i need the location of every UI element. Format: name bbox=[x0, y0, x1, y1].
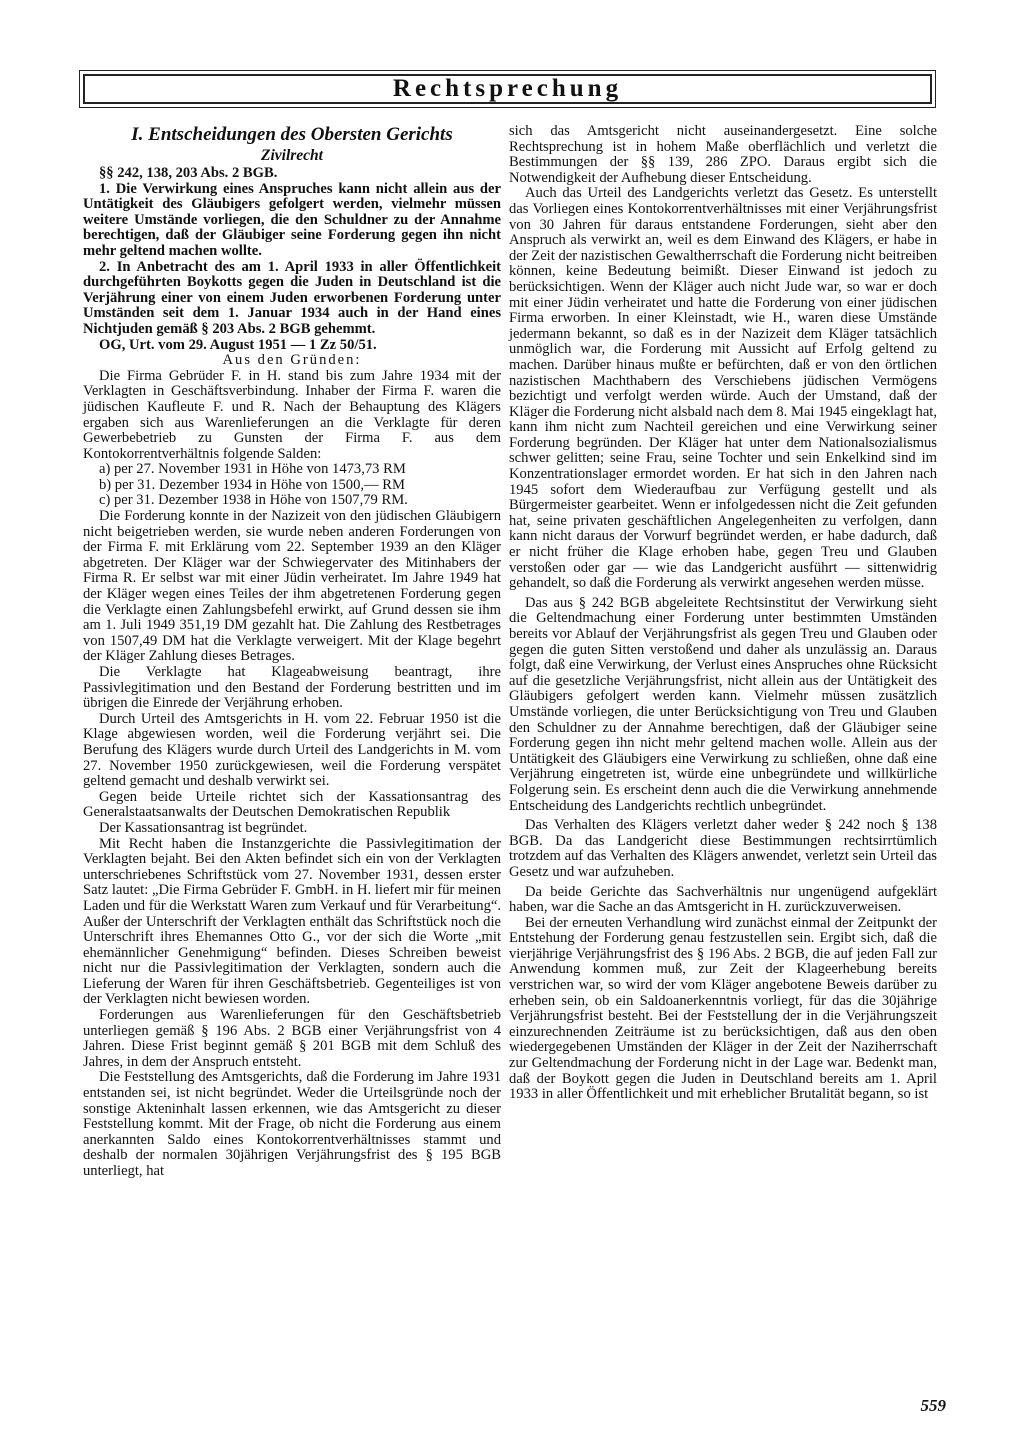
list-item: b) per 31. Dezember 1934 in Höhe von 1500,— RM bbox=[99, 476, 406, 493]
paragraph: Das aus § 242 BGB abgeleitete Rechtsinstitut der Verwirkung sieht die Geltendmachung einer Forderung unter bestimmten Umständen bereits vor Ablauf der Verjährungsfrist als gegen Treu und Glauben oder gegen die guten Sitten verstoßend und daher als unzulässig an. Daraus folgt, daß eine Verwirkung, der Verlust eines Anspruches ohne Rücksicht auf die gesetzliche Verjährungsfrist, nicht allein aus der Untätigkeit des Gläubigers gefolgert werden kann. Vielmehr müssen zusätzlich Umstände vorliegen, die unter Berücksichtigung von Treu und Glauben den Schuldner zu der Annahme berechtigen, daß der Gläubiger seine Forderung gegen ihn nicht mehr geltend machen wolle. Allein aus der Untätigkeit des Gläubigers eine Verwirkung zu schließen, ohne daß eine Verjährung eingetreten ist, würde eine unbegründete und willkürliche Folgerung sein. Es erscheint denn auch die die Verwirkung annehmende Entscheidung des Landgerichts rechtlich unbegründet. bbox=[509, 594, 937, 814]
left-column bbox=[83, 124, 501, 1180]
paragraph: Die Firma Gebrüder F. in H. stand bis zum Jahre 1934 mit der Verklagten in Geschäftsverbindung. Inhaber der Firma F. waren die jüdischen Kaufleute F. und R. Nach der Behauptung des Klägers ergaben sich aus Warenlieferungen an die Verklagte für deren Gewerbebetrieb zu Gunsten der Firma F. aus dem Kontokorrentverhältnis folgende Salden: bbox=[83, 367, 501, 462]
right-column bbox=[509, 124, 937, 1103]
section-heading: I. Entscheidungen des Obersten Gerichts bbox=[131, 124, 453, 145]
paragraph: Die Feststellung des Amtsgerichts, daß die Forderung im Jahre 1931 entstanden sei, ist nicht begründet. Weder die Urteilsgründe noch der sonstige Akteninhalt lassen erkennen, wie das Amtsgericht zu dieser Feststellung kommt. Mit der Frage, ob nicht die Forderung aus einem anerkannten Saldo eines Kontokorrentverhältnisses stammt und deshalb der normalen 30jährigen Verjährungsfrist des § 195 BGB unterliegt, hat bbox=[83, 1069, 501, 1179]
headnote-2: 2. In Anbetracht des am 1. April 1933 in aller Öffentlichkeit durchgeführten Boykotts gegen die Juden in Deutschland ist die Verjährung einer von einem Juden erworbenen Forderung unter Umständen seit dem 1. Januar 1934 auch in der Hand eines Nichtjuden gemäß § 203 Abs. 2 BGB gehemmt. bbox=[83, 258, 501, 337]
page-number: 559 bbox=[920, 1396, 946, 1415]
subsection-heading: Zivilrecht bbox=[261, 147, 323, 164]
paragraph: Auch das Urteil des Landgerichts verletzt das Gesetz. Es unterstellt das Vorliegen eines Kontokorrentverhältnisses mit einer Verjährungsfrist von 30 Jahren für daraus entstandene Forderungen, sieht aber den Anspruch als verwirkt an, weil es dem Einwand des Klägers, er habe in der Zeit der nazistischen Gewaltherrschaft die Forderung nicht beitreiben können, keine Bedeutung beimißt. Dieser Einwand ist jedoch zu berücksichtigen. Wenn der Kläger auch nicht Jude war, so war er doch mit einer Jüdin verheiratet und hatte die Forderung von einer jüdischen Firma erworben. In einer Kleinstadt, wie H., waren diese Umstände jedermann bekannt, so daß es in der Nazizeit dem Kläger tatsächlich unmöglich war, die Forderung mit Aussicht auf Erfolg geltend zu machen. Darüber hinaus mußte er befürchten, daß er von den örtlichen nazistischen Machthabern des Verschiebens jüdischen Vermögens bezichtigt und verfolgt werden würde. Auch der Umstand, daß der Kläger die Forderung nicht alsbald nach dem 8. Mai 1945 eingeklagt hat, kann ihm nicht zum Nachteil gereichen und eine Verwirkung seiner Forderung begründen. Der Kläger hat unter dem Nationalsozialismus schwer gelitten; seine Frau, seine Tochter und sein Enkelkind sind im Konzentrationslager ermordet worden. Er hat sich in den Jahren nach 1945 sofort dem Wiederaufbau zur Verfügung gestellt und als Bürgermeister gearbeitet. Wenn er infolgedessen nicht die Zeit gefunden hat, seine privaten geschäftlichen Angelegenheiten zu verfolgen, dann kann nicht daraus der Vorwurf begründet werden, er habe dadurch, daß er nicht früher die Klage erhoben habe, gegen Treu und Glauben verstoßen oder gar — wie das Landgericht ausführt — sittenwidrig gehandelt, so daß die Forderung als verwirkt angesehen werden müsse. bbox=[509, 185, 937, 592]
paragraph: Die Verklagte hat Klageabweisung beantragt, ihre Passivlegitimation und den Bestand der Forderung bestritten und im übrigen die Einrede der Verjährung erhoben. bbox=[83, 664, 501, 712]
citation: OG, Urt. vom 29. August 1951 — 1 Zz 50/51. bbox=[99, 336, 377, 353]
list-item: c) per 31. Dezember 1938 in Höhe von 1507,79 RM. bbox=[99, 492, 408, 509]
grounds-heading: Aus den Gründen: bbox=[222, 352, 362, 369]
paragraph: Bei der erneuten Verhandlung wird zunächst einmal der Zeitpunkt der Entstehung der Forderung genau festzustellen sein. Ergibt sich, daß die vierjährige Verjährungsfrist des § 196 Abs. 2 BGB, die auf jeden Fall zur Anwendung kommen muß, zur Zeit der Klageerhebung bereits verstrichen war, so wird der vom Kläger angebotene Beweis darüber zu erheben sein, ob ein Saldoanerkenntnis vorliegt, für das die 30jährige Verjährungsfrist besteht. Bei der Feststellung der in die Verjährungszeit einzurechnenden Zeiträume ist zu berücksichtigen, daß aus den oben wiedergegebenen Umständen der Kläger in der Zeit der Naziherrschaft zur Geltendmachung der Forderung nicht in der Lage war. Bedenkt man, daß der Boykott gegen die Juden in Deutschland bereits am 1. April 1933 in aller Öffentlichkeit und mit erheblicher Brutalität begann, so ist bbox=[509, 914, 937, 1103]
paragraph: Gegen beide Urteile richtet sich der Kassationsantrag des Generalstaatsanwalts der Deutschen Demokratischen Republik bbox=[83, 788, 501, 821]
paragraph: Forderungen aus Warenlieferungen für den Geschäftsbetrieb unterliegen gemäß § 196 Abs. 2 BGB einer Verjährungsfrist von 4 Jahren. Diese Frist beginnt gemäß § 201 BGB mit dem Schluß des Jahres, in dem der Anspruch entsteht. bbox=[83, 1007, 501, 1070]
list-item: a) per 27. November 1931 in Höhe von 1473,73 RM bbox=[99, 461, 406, 478]
header-box bbox=[79, 70, 936, 108]
paragraph: Da beide Gerichte das Sachverhältnis nur ungenügend aufgeklärt haben, war die Sache an das Amtsgericht in H. zurückzuverweisen. bbox=[509, 883, 937, 916]
paragraph: Durch Urteil des Amtsgerichts in H. vom 22. Februar 1950 ist die Klage abgewiesen worden, weil die Forderung verjährt sei. Die Berufung des Klägers wurde durch Urteil des Landgerichts in M. vom 27. November 1950 zurückgewiesen, weil die Forderung verspätet geltend gemacht und deshalb verwirkt sei. bbox=[83, 710, 501, 790]
paragraph: Das Verhalten des Klägers verletzt daher weder § 242 noch § 138 BGB. Da das Landgericht diese Bestimmungen rechtsirrtümlich trotzdem auf das Verhalten des Klägers anwendet, verletzt sein Urteil das Gesetz und war aufzuheben. bbox=[509, 817, 937, 880]
paragraph: sich das Amtsgericht nicht auseinandergesetzt. Eine solche Rechtsprechung ist in hohem Maße oberflächlich und verletzt die Bestimmungen der §§ 139, 286 ZPO. Daraus ergibt sich die Notwendigkeit der Aufhebung dieser Entscheidung. bbox=[509, 123, 937, 186]
headnote-1: 1. Die Verwirkung eines Anspruches kann nicht allein aus der Untätigkeit des Gläubigers gefolgert werden, vielmehr müssen weitere Umstände vorliegen, die den Schuldner zu der Annahme berechtigen, daß der Gläubiger seine Forderung gegen ihn nicht mehr geltend machen wollte. bbox=[83, 180, 501, 259]
statutes: §§ 242, 138, 203 Abs. 2 BGB. bbox=[99, 165, 278, 181]
paragraph: Der Kassationsantrag ist begründet. bbox=[99, 819, 308, 836]
paragraph: Mit Recht haben die Instanzgerichte die Passivlegitimation der Verklagten bejaht. Bei den Akten befindet sich ein von der Verklagten unterschriebenes Schriftstück vom 27. November 1931, dessen erster Satz lautet: „Die Firma Gebrüder F. GmbH. in H. liefert mir für meinen Laden und für die Werkstatt Waren zum Verkauf und für Verarbeitung“. Außer der Unterschrift der Verklagten enthält das Schriftstück noch die Unterschrift ihres Ehemannes Otto G., vor der sich die Worte „mit ehemännlicher Genehmigung“ befinden. Dieses Schreiben beweist nicht nur die Passivlegitimation der Verklagten, sondern auch die Lieferung der Waren für ihren Geschäftsbetrieb. Gegenteiliges ist von der Verklagten nicht bewiesen worden. bbox=[83, 835, 501, 1008]
paragraph: Die Forderung konnte in der Nazizeit von den jüdischen Gläubigern nicht beigetrieben werden, sie wurde neben anderen Forderungen von der Firma F. mit Erklärung vom 22. September 1939 an den Kläger abgetreten. Der Kläger war der Schwiegervater des Mitinhabers der Firma R. Er selbst war mit einer Jüdin verheiratet. Im Jahre 1949 hat der Kläger wegen eines Teiles der ihm abgetretenen Forderung gegen die Verklagte einen Zahlungsbefehl erwirkt, auf Grund dessen sie ihm am 1. Juli 1949 351,19 DM gezahlt hat. Die Zahlung des Restbetrages von 1507,49 DM hat die Verklagte verweigert. Mit der Klage begehrt der Kläger Zahlung dieses Betrages. bbox=[83, 508, 501, 665]
page-title: Rechtsprechung bbox=[392, 75, 623, 102]
